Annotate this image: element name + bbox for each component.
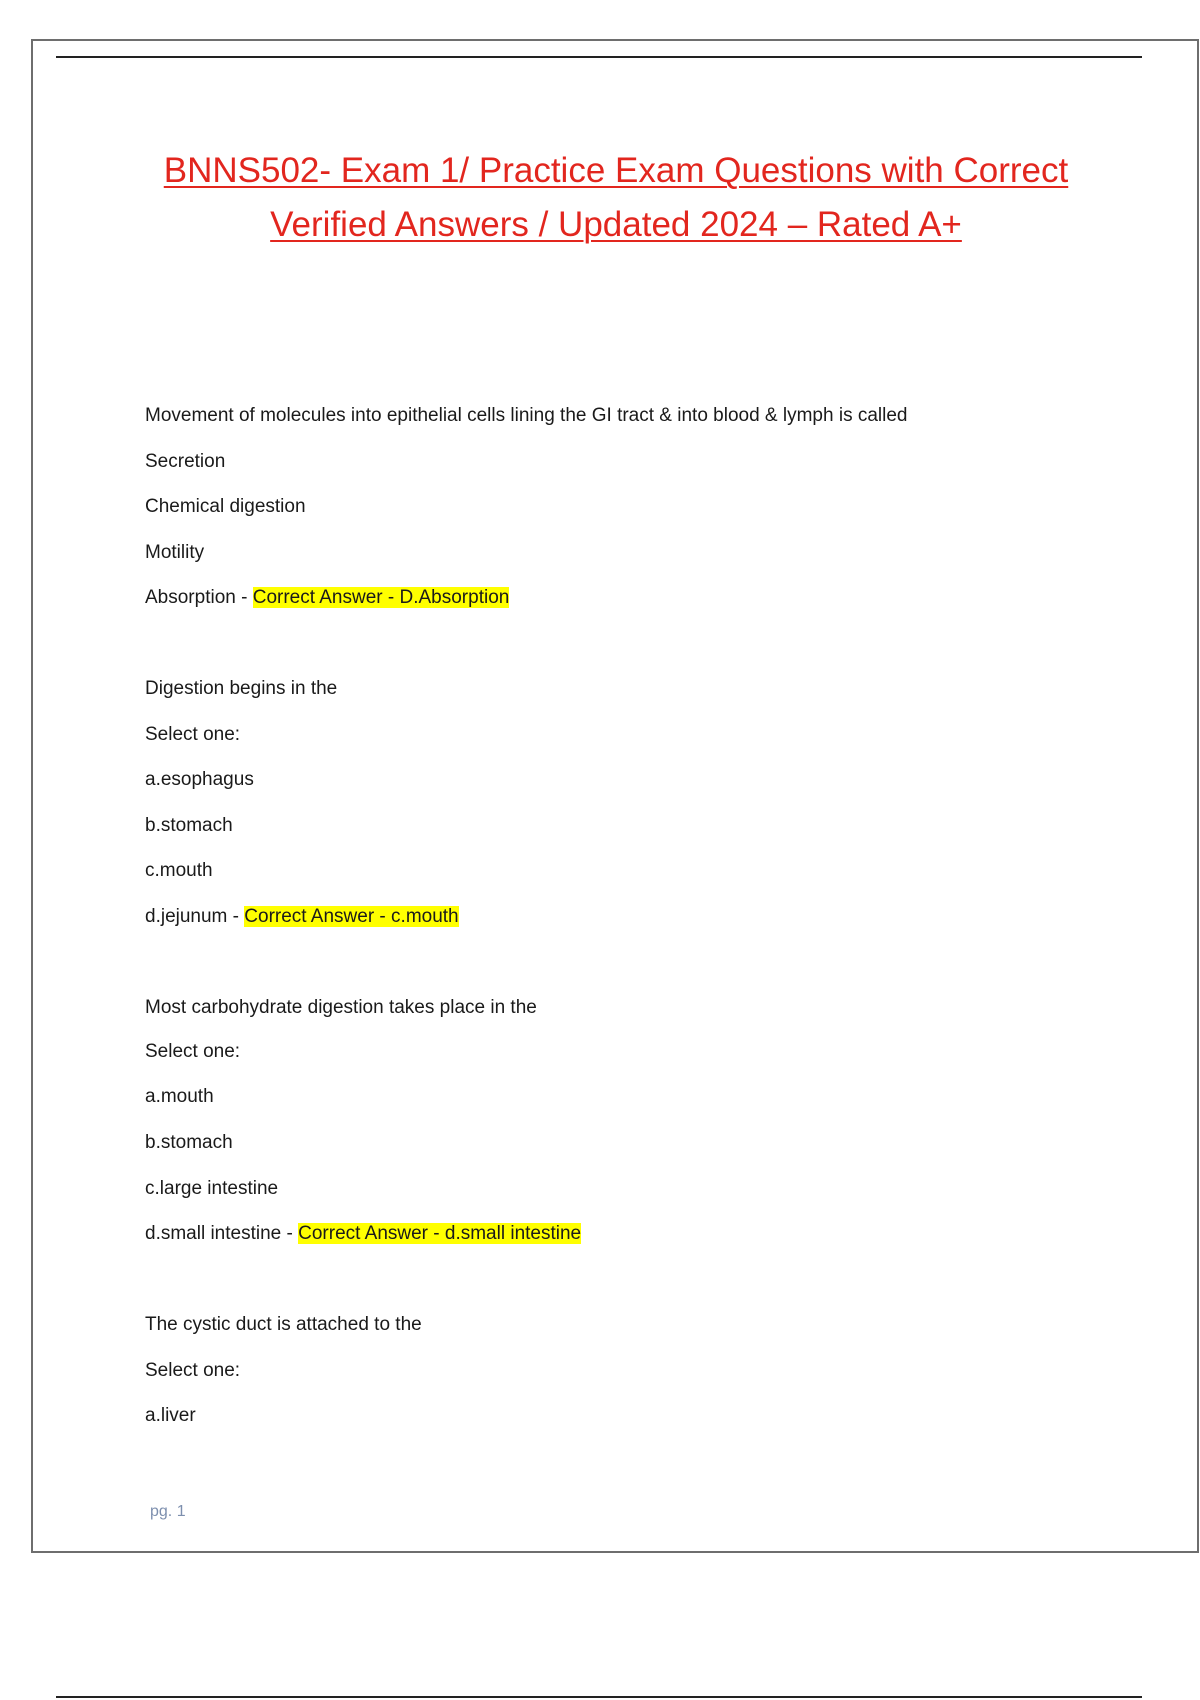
question-2-option-c: c.mouth — [145, 860, 213, 881]
question-1-correct-answer: Correct Answer - D.Absorption — [252, 587, 510, 608]
question-1-answer-line — [145, 586, 509, 610]
question-3-prompt: Most carbohydrate digestion takes place in the — [145, 997, 537, 1018]
question-2-option-b: b.stomach — [145, 815, 233, 836]
question-4-select-one: Select one: — [145, 1360, 241, 1381]
question-1-option-2: Chemical digestion — [145, 496, 306, 517]
title-line-2: Verified Answers / Updated 2024 – Rated A+ — [270, 205, 962, 244]
question-2-option-a: a.esophagus — [145, 769, 254, 790]
question-2-answer-line — [145, 905, 459, 929]
question-1-option-4: Absorption - — [145, 587, 253, 608]
question-2-select-one: Select one: — [145, 724, 241, 745]
question-2-prompt: Digestion begins in the — [145, 678, 338, 699]
title-line-1: BNNS502- Exam 1/ Practice Exam Questions with Correct — [163, 151, 1069, 190]
question-3-option-d: d.small intestine - — [145, 1223, 299, 1244]
question-4-prompt: The cystic duct is attached to the — [145, 1314, 422, 1335]
top-rule — [56, 56, 1142, 58]
question-3-option-a: a.mouth — [145, 1086, 214, 1107]
question-1-prompt: Movement of molecules into epithelial cells lining the GI tract & into blood & lymph is called — [145, 405, 908, 426]
question-1-option-3: Motility — [145, 542, 205, 563]
document-title — [60, 144, 1172, 252]
question-3-answer-line — [145, 1222, 581, 1246]
question-4-option-a: a.liver — [145, 1405, 196, 1426]
question-3-correct-answer: Correct Answer - d.small intestine — [298, 1223, 582, 1244]
question-2-correct-answer: Correct Answer - c.mouth — [244, 906, 459, 927]
page-number: pg. 1 — [150, 1503, 186, 1520]
question-2-option-d: d.jejunum - — [145, 906, 245, 927]
question-1-option-1: Secretion — [145, 451, 226, 472]
question-3-select-one: Select one: — [145, 1041, 241, 1062]
question-3-option-c: c.large intestine — [145, 1178, 279, 1199]
question-3-option-b: b.stomach — [145, 1132, 233, 1153]
bottom-rule — [56, 1696, 1142, 1698]
